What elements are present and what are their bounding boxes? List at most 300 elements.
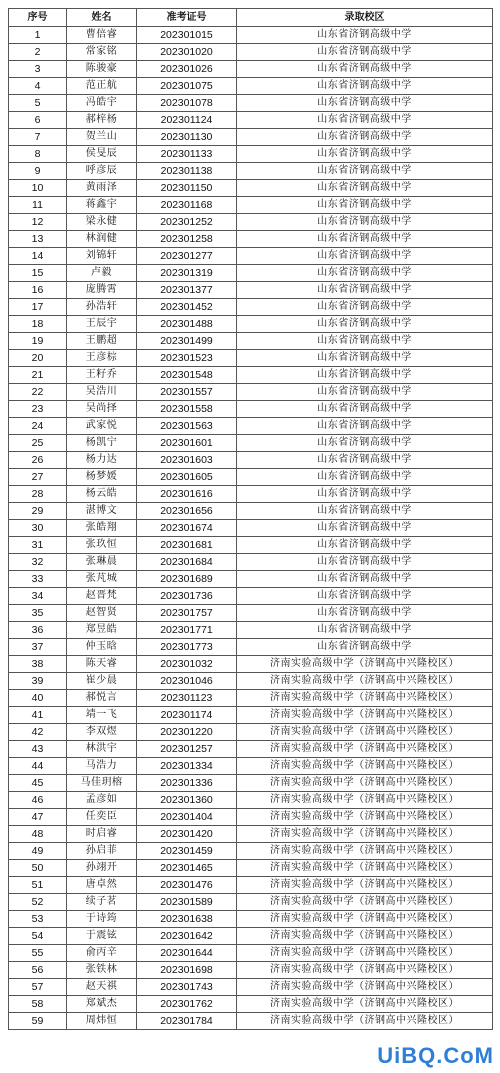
cell-exam-id: 202301563 (137, 418, 237, 435)
cell-name: 任奕臣 (67, 809, 137, 826)
table-row (9, 129, 493, 146)
cell-campus: 山东省济钢高级中学 (237, 537, 493, 554)
cell-exam-id: 202301642 (137, 928, 237, 945)
cell-exam-id: 202301258 (137, 231, 237, 248)
cell-name: 杨梦媛 (67, 469, 137, 486)
cell-name: 梁永健 (67, 214, 137, 231)
cell-name: 王籽乔 (67, 367, 137, 384)
cell-seq: 48 (9, 826, 67, 843)
cell-exam-id: 202301026 (137, 61, 237, 78)
cell-exam-id: 202301452 (137, 299, 237, 316)
table-row (9, 214, 493, 231)
cell-exam-id: 202301123 (137, 690, 237, 707)
cell-exam-id: 202301773 (137, 639, 237, 656)
table-row (9, 435, 493, 452)
cell-name: 马浩力 (67, 758, 137, 775)
cell-exam-id: 202301075 (137, 78, 237, 95)
cell-name: 陈天睿 (67, 656, 137, 673)
cell-name: 李双煜 (67, 724, 137, 741)
cell-campus: 济南实验高级中学（济钢高中兴隆校区） (237, 775, 493, 792)
cell-campus: 山东省济钢高级中学 (237, 146, 493, 163)
cell-name: 孙翊开 (67, 860, 137, 877)
table-row (9, 571, 493, 588)
table-row (9, 843, 493, 860)
table-row (9, 673, 493, 690)
cell-seq: 34 (9, 588, 67, 605)
cell-name: 仲玉晗 (67, 639, 137, 656)
cell-exam-id: 202301334 (137, 758, 237, 775)
cell-campus: 山东省济钢高级中学 (237, 418, 493, 435)
cell-exam-id: 202301762 (137, 996, 237, 1013)
cell-campus: 山东省济钢高级中学 (237, 129, 493, 146)
cell-seq: 35 (9, 605, 67, 622)
cell-seq: 13 (9, 231, 67, 248)
cell-seq: 46 (9, 792, 67, 809)
cell-campus: 山东省济钢高级中学 (237, 61, 493, 78)
table-row (9, 231, 493, 248)
cell-name: 郝梓杨 (67, 112, 137, 129)
cell-campus: 山东省济钢高级中学 (237, 299, 493, 316)
cell-name: 林润健 (67, 231, 137, 248)
cell-exam-id: 202301603 (137, 452, 237, 469)
table-row (9, 588, 493, 605)
table-row (9, 418, 493, 435)
cell-exam-id: 202301420 (137, 826, 237, 843)
cell-seq: 26 (9, 452, 67, 469)
cell-name: 杨云皓 (67, 486, 137, 503)
table-row (9, 656, 493, 673)
cell-name: 常家铭 (67, 44, 137, 61)
cell-seq: 16 (9, 282, 67, 299)
cell-name: 吴尚择 (67, 401, 137, 418)
cell-seq: 56 (9, 962, 67, 979)
cell-exam-id: 202301257 (137, 741, 237, 758)
cell-seq: 36 (9, 622, 67, 639)
cell-name: 马佳玥榕 (67, 775, 137, 792)
cell-campus: 山东省济钢高级中学 (237, 520, 493, 537)
table-row (9, 180, 493, 197)
cell-exam-id: 202301150 (137, 180, 237, 197)
cell-seq: 49 (9, 843, 67, 860)
table-row (9, 469, 493, 486)
cell-exam-id: 202301032 (137, 656, 237, 673)
cell-campus: 济南实验高级中学（济钢高中兴隆校区） (237, 724, 493, 741)
cell-campus: 山东省济钢高级中学 (237, 384, 493, 401)
cell-name: 张皓翔 (67, 520, 137, 537)
table-row (9, 928, 493, 945)
cell-campus: 山东省济钢高级中学 (237, 554, 493, 571)
cell-seq: 32 (9, 554, 67, 571)
cell-campus: 山东省济钢高级中学 (237, 316, 493, 333)
cell-seq: 28 (9, 486, 67, 503)
header-campus: 录取校区 (237, 9, 493, 27)
table-row (9, 707, 493, 724)
cell-exam-id: 202301404 (137, 809, 237, 826)
cell-seq: 30 (9, 520, 67, 537)
cell-name: 周炜恒 (67, 1013, 137, 1030)
cell-exam-id: 202301771 (137, 622, 237, 639)
table-row (9, 979, 493, 996)
cell-name: 郑斌杰 (67, 996, 137, 1013)
table-row (9, 44, 493, 61)
table-row (9, 367, 493, 384)
cell-name: 贺兰山 (67, 129, 137, 146)
cell-exam-id: 202301133 (137, 146, 237, 163)
cell-campus: 山东省济钢高级中学 (237, 401, 493, 418)
table-row (9, 741, 493, 758)
cell-campus: 济南实验高级中学（济钢高中兴隆校区） (237, 962, 493, 979)
cell-seq: 7 (9, 129, 67, 146)
table-row (9, 333, 493, 350)
cell-campus: 山东省济钢高级中学 (237, 639, 493, 656)
cell-seq: 14 (9, 248, 67, 265)
table-row (9, 350, 493, 367)
table-row (9, 537, 493, 554)
table-row (9, 248, 493, 265)
cell-campus: 济南实验高级中学（济钢高中兴隆校区） (237, 707, 493, 724)
cell-exam-id: 202301046 (137, 673, 237, 690)
cell-exam-id: 202301757 (137, 605, 237, 622)
cell-exam-id: 202301174 (137, 707, 237, 724)
cell-campus: 济南实验高级中学（济钢高中兴隆校区） (237, 826, 493, 843)
cell-exam-id: 202301784 (137, 1013, 237, 1030)
table-row (9, 639, 493, 656)
admission-table (8, 8, 493, 1030)
table-row (9, 78, 493, 95)
cell-seq: 47 (9, 809, 67, 826)
cell-campus: 山东省济钢高级中学 (237, 435, 493, 452)
cell-name: 蒋鑫宇 (67, 197, 137, 214)
cell-campus: 山东省济钢高级中学 (237, 78, 493, 95)
cell-campus: 济南实验高级中学（济钢高中兴隆校区） (237, 673, 493, 690)
table-row (9, 197, 493, 214)
cell-exam-id: 202301698 (137, 962, 237, 979)
cell-seq: 27 (9, 469, 67, 486)
cell-name: 俞丙辛 (67, 945, 137, 962)
cell-name: 靖一飞 (67, 707, 137, 724)
cell-name: 崔少晨 (67, 673, 137, 690)
cell-exam-id: 202301644 (137, 945, 237, 962)
cell-exam-id: 202301130 (137, 129, 237, 146)
cell-seq: 20 (9, 350, 67, 367)
table-row (9, 27, 493, 44)
cell-seq: 6 (9, 112, 67, 129)
table-row (9, 384, 493, 401)
table-row (9, 282, 493, 299)
cell-seq: 8 (9, 146, 67, 163)
table-row (9, 792, 493, 809)
cell-campus: 山东省济钢高级中学 (237, 197, 493, 214)
cell-exam-id: 202301138 (137, 163, 237, 180)
table-row (9, 1013, 493, 1030)
cell-name: 张铁林 (67, 962, 137, 979)
cell-campus: 山东省济钢高级中学 (237, 214, 493, 231)
cell-seq: 55 (9, 945, 67, 962)
cell-exam-id: 202301557 (137, 384, 237, 401)
cell-name: 时启睿 (67, 826, 137, 843)
cell-exam-id: 202301124 (137, 112, 237, 129)
table-row (9, 95, 493, 112)
cell-name: 孟彦如 (67, 792, 137, 809)
cell-name: 杨凯宁 (67, 435, 137, 452)
cell-campus: 山东省济钢高级中学 (237, 452, 493, 469)
cell-exam-id: 202301220 (137, 724, 237, 741)
cell-seq: 2 (9, 44, 67, 61)
cell-seq: 5 (9, 95, 67, 112)
table-row (9, 690, 493, 707)
cell-name: 赵天祺 (67, 979, 137, 996)
cell-seq: 39 (9, 673, 67, 690)
cell-campus: 济南实验高级中学（济钢高中兴隆校区） (237, 945, 493, 962)
cell-name: 赵智贤 (67, 605, 137, 622)
cell-seq: 45 (9, 775, 67, 792)
header-name: 姓名 (67, 9, 137, 27)
cell-seq: 17 (9, 299, 67, 316)
table-row (9, 146, 493, 163)
table-row (9, 826, 493, 843)
cell-exam-id: 202301736 (137, 588, 237, 605)
cell-campus: 济南实验高级中学（济钢高中兴隆校区） (237, 996, 493, 1013)
cell-exam-id: 202301336 (137, 775, 237, 792)
cell-exam-id: 202301277 (137, 248, 237, 265)
cell-seq: 12 (9, 214, 67, 231)
cell-campus: 济南实验高级中学（济钢高中兴隆校区） (237, 741, 493, 758)
cell-name: 郝悦言 (67, 690, 137, 707)
cell-exam-id: 202301078 (137, 95, 237, 112)
table-row (9, 520, 493, 537)
cell-seq: 50 (9, 860, 67, 877)
cell-name: 郑昱皓 (67, 622, 137, 639)
cell-campus: 山东省济钢高级中学 (237, 163, 493, 180)
cell-name: 孙浩轩 (67, 299, 137, 316)
cell-exam-id: 202301605 (137, 469, 237, 486)
cell-seq: 23 (9, 401, 67, 418)
cell-seq: 38 (9, 656, 67, 673)
cell-campus: 山东省济钢高级中学 (237, 588, 493, 605)
cell-exam-id: 202301499 (137, 333, 237, 350)
cell-exam-id: 202301168 (137, 197, 237, 214)
table-row (9, 401, 493, 418)
cell-seq: 29 (9, 503, 67, 520)
cell-exam-id: 202301601 (137, 435, 237, 452)
cell-campus: 济南实验高级中学（济钢高中兴隆校区） (237, 860, 493, 877)
cell-seq: 15 (9, 265, 67, 282)
admission-list (8, 8, 492, 1030)
table-row (9, 809, 493, 826)
cell-seq: 22 (9, 384, 67, 401)
cell-campus: 山东省济钢高级中学 (237, 265, 493, 282)
cell-seq: 18 (9, 316, 67, 333)
header-row (9, 9, 493, 27)
cell-exam-id: 202301523 (137, 350, 237, 367)
cell-campus: 山东省济钢高级中学 (237, 367, 493, 384)
cell-exam-id: 202301638 (137, 911, 237, 928)
cell-exam-id: 202301548 (137, 367, 237, 384)
cell-seq: 37 (9, 639, 67, 656)
table-row (9, 112, 493, 129)
cell-seq: 24 (9, 418, 67, 435)
cell-name: 冯皓宇 (67, 95, 137, 112)
cell-name: 王辰宇 (67, 316, 137, 333)
cell-campus: 山东省济钢高级中学 (237, 180, 493, 197)
table-row (9, 877, 493, 894)
cell-name: 张琳晨 (67, 554, 137, 571)
cell-seq: 19 (9, 333, 67, 350)
cell-seq: 33 (9, 571, 67, 588)
cell-name: 侯旻辰 (67, 146, 137, 163)
cell-exam-id: 202301319 (137, 265, 237, 282)
cell-campus: 山东省济钢高级中学 (237, 231, 493, 248)
cell-exam-id: 202301020 (137, 44, 237, 61)
cell-exam-id: 202301674 (137, 520, 237, 537)
cell-exam-id: 202301681 (137, 537, 237, 554)
cell-exam-id: 202301252 (137, 214, 237, 231)
cell-campus: 济南实验高级中学（济钢高中兴隆校区） (237, 928, 493, 945)
cell-seq: 11 (9, 197, 67, 214)
cell-name: 孙启菲 (67, 843, 137, 860)
cell-name: 张芃城 (67, 571, 137, 588)
cell-seq: 21 (9, 367, 67, 384)
cell-name: 湛博文 (67, 503, 137, 520)
cell-seq: 4 (9, 78, 67, 95)
watermark-logo: UiBQ.CoM (377, 1043, 494, 1068)
table-row (9, 61, 493, 78)
cell-seq: 41 (9, 707, 67, 724)
cell-seq: 44 (9, 758, 67, 775)
table-row (9, 452, 493, 469)
table-row (9, 724, 493, 741)
cell-name: 唐卓然 (67, 877, 137, 894)
cell-campus: 山东省济钢高级中学 (237, 469, 493, 486)
cell-name: 吴浩川 (67, 384, 137, 401)
cell-name: 卢毅 (67, 265, 137, 282)
cell-name: 林洪宇 (67, 741, 137, 758)
cell-exam-id: 202301558 (137, 401, 237, 418)
cell-campus: 山东省济钢高级中学 (237, 571, 493, 588)
cell-name: 续子茗 (67, 894, 137, 911)
cell-name: 黄雨泽 (67, 180, 137, 197)
cell-name: 武家悦 (67, 418, 137, 435)
cell-name: 范正航 (67, 78, 137, 95)
table-row (9, 860, 493, 877)
cell-campus: 济南实验高级中学（济钢高中兴隆校区） (237, 809, 493, 826)
cell-campus: 济南实验高级中学（济钢高中兴隆校区） (237, 911, 493, 928)
cell-name: 陈骏豪 (67, 61, 137, 78)
cell-name: 杨力达 (67, 452, 137, 469)
cell-campus: 山东省济钢高级中学 (237, 622, 493, 639)
header-exam-id: 准考证号 (137, 9, 237, 27)
cell-campus: 山东省济钢高级中学 (237, 27, 493, 44)
cell-name: 于震铉 (67, 928, 137, 945)
cell-seq: 40 (9, 690, 67, 707)
cell-campus: 山东省济钢高级中学 (237, 44, 493, 61)
cell-campus: 济南实验高级中学（济钢高中兴隆校区） (237, 843, 493, 860)
cell-campus: 济南实验高级中学（济钢高中兴隆校区） (237, 894, 493, 911)
cell-name: 刘锦轩 (67, 248, 137, 265)
header-seq: 序号 (9, 9, 67, 27)
cell-seq: 54 (9, 928, 67, 945)
table-row (9, 503, 493, 520)
table-row (9, 605, 493, 622)
cell-name: 王鹏超 (67, 333, 137, 350)
cell-exam-id: 202301684 (137, 554, 237, 571)
cell-campus: 济南实验高级中学（济钢高中兴隆校区） (237, 690, 493, 707)
cell-campus: 山东省济钢高级中学 (237, 112, 493, 129)
cell-exam-id: 202301616 (137, 486, 237, 503)
cell-exam-id: 202301656 (137, 503, 237, 520)
cell-campus: 山东省济钢高级中学 (237, 95, 493, 112)
table-row (9, 265, 493, 282)
cell-exam-id: 202301360 (137, 792, 237, 809)
cell-campus: 山东省济钢高级中学 (237, 333, 493, 350)
table-row (9, 554, 493, 571)
cell-campus: 山东省济钢高级中学 (237, 486, 493, 503)
cell-exam-id: 202301689 (137, 571, 237, 588)
cell-campus: 山东省济钢高级中学 (237, 282, 493, 299)
cell-seq: 10 (9, 180, 67, 197)
cell-seq: 58 (9, 996, 67, 1013)
table-row (9, 622, 493, 639)
cell-campus: 济南实验高级中学（济钢高中兴隆校区） (237, 758, 493, 775)
table-row (9, 996, 493, 1013)
cell-name: 曹倍睿 (67, 27, 137, 44)
table-row (9, 911, 493, 928)
table-row (9, 758, 493, 775)
cell-name: 赵晋梵 (67, 588, 137, 605)
cell-exam-id: 202301589 (137, 894, 237, 911)
cell-name: 于诗筠 (67, 911, 137, 928)
cell-seq: 51 (9, 877, 67, 894)
table-row (9, 486, 493, 503)
cell-exam-id: 202301015 (137, 27, 237, 44)
cell-campus: 山东省济钢高级中学 (237, 350, 493, 367)
cell-campus: 山东省济钢高级中学 (237, 248, 493, 265)
table-row (9, 299, 493, 316)
cell-seq: 57 (9, 979, 67, 996)
cell-seq: 42 (9, 724, 67, 741)
cell-exam-id: 202301488 (137, 316, 237, 333)
table-body (9, 27, 493, 1030)
cell-seq: 1 (9, 27, 67, 44)
cell-name: 张玖恒 (67, 537, 137, 554)
table-row (9, 163, 493, 180)
table-row (9, 775, 493, 792)
cell-exam-id: 202301465 (137, 860, 237, 877)
cell-campus: 济南实验高级中学（济钢高中兴隆校区） (237, 792, 493, 809)
cell-name: 王彦棕 (67, 350, 137, 367)
cell-seq: 52 (9, 894, 67, 911)
cell-exam-id: 202301377 (137, 282, 237, 299)
cell-seq: 3 (9, 61, 67, 78)
cell-campus: 山东省济钢高级中学 (237, 503, 493, 520)
cell-campus: 济南实验高级中学（济钢高中兴隆校区） (237, 877, 493, 894)
cell-name: 庞腾霄 (67, 282, 137, 299)
cell-campus: 济南实验高级中学（济钢高中兴隆校区） (237, 656, 493, 673)
table-row (9, 316, 493, 333)
cell-campus: 济南实验高级中学（济钢高中兴隆校区） (237, 1013, 493, 1030)
cell-exam-id: 202301459 (137, 843, 237, 860)
table-row (9, 945, 493, 962)
cell-seq: 25 (9, 435, 67, 452)
cell-name: 呼彦辰 (67, 163, 137, 180)
cell-seq: 59 (9, 1013, 67, 1030)
cell-exam-id: 202301743 (137, 979, 237, 996)
cell-seq: 53 (9, 911, 67, 928)
table-row (9, 962, 493, 979)
cell-seq: 43 (9, 741, 67, 758)
cell-seq: 31 (9, 537, 67, 554)
cell-campus: 山东省济钢高级中学 (237, 605, 493, 622)
